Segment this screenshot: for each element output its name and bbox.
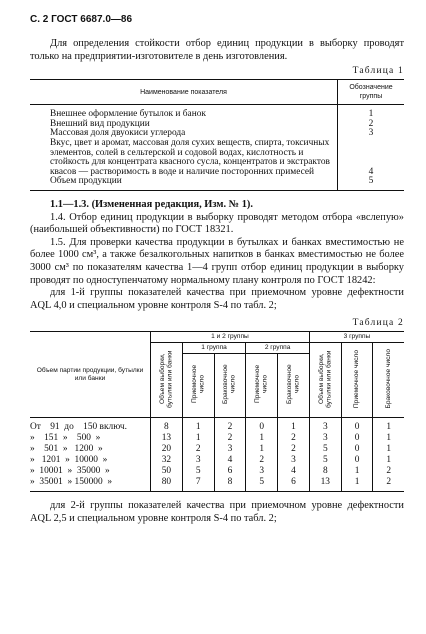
paragraph-group2: для 2-й группы показателей качества при приемочном уровне дефектности AQL 2,5 и специальном уровне контроля S-4 по табл. 2; xyxy=(30,500,404,524)
table2-cell-lot: » 10001 » 35000 » xyxy=(30,466,110,477)
table2-header-lot: Объем партии продукции, бутылки или банки xyxy=(30,332,151,418)
table2-cell: 1 xyxy=(373,418,404,434)
table1-caption: Таблица 1 xyxy=(352,66,404,77)
table2-cell: 2 xyxy=(214,418,246,434)
edit-note-text: 1.1—1.3. (Измененная редакция, Изм. № 1). xyxy=(50,198,253,210)
table2-cell: 8 xyxy=(151,418,183,434)
table2-cell: 0 xyxy=(341,433,373,444)
table-row xyxy=(30,177,404,190)
table-row xyxy=(30,418,404,434)
table2-cell: 1 xyxy=(373,455,404,466)
table1-header-name: Наименование показателя xyxy=(30,80,338,105)
table2-cell: 3 xyxy=(246,466,278,477)
table2-cell: 3 xyxy=(278,455,310,466)
table2-cell: 5 xyxy=(309,455,341,466)
table2-cell: 0 xyxy=(246,418,278,434)
table-row xyxy=(30,455,404,466)
table2-cell: 8 xyxy=(309,466,341,477)
table2-cell: 5 xyxy=(182,466,214,477)
paragraph-edit-note xyxy=(30,199,404,212)
table2-cell: 4 xyxy=(278,466,310,477)
table1 xyxy=(30,79,404,191)
table1-cell-group: 4 xyxy=(338,139,405,177)
table2-cell: 1 xyxy=(182,418,214,434)
table2-cell: 1 xyxy=(341,477,373,492)
table-row xyxy=(30,139,404,177)
table2-cell: 3 xyxy=(309,433,341,444)
paragraph-1-4: 1.4. Отбор единиц продукции в выборку проводят методом отбора «вслепую» (наибольшей объективности) по ГОСТ 18321. xyxy=(30,211,404,236)
table2-cell: 0 xyxy=(341,444,373,455)
table2-cell: 20 xyxy=(151,444,183,455)
table2-cell: 2 xyxy=(278,444,310,455)
table2-header-sample: Объем выборки, бутылки или банки xyxy=(151,343,183,418)
table2-cell: 3 xyxy=(309,418,341,434)
table2-caption: Таблица 2 xyxy=(352,318,404,329)
table2-cell-lot: » 35001 » 150000 » xyxy=(30,477,151,492)
table2-cell: 2 xyxy=(278,433,310,444)
table2-header-g2: 2 группа xyxy=(246,343,310,354)
table2-cell: 2 xyxy=(214,433,246,444)
table2-cell: 1 xyxy=(246,444,278,455)
table2-cell: 80 xyxy=(151,477,183,492)
table1-cell-name: Внешнее оформление бутылок и банок xyxy=(50,109,206,120)
table-row xyxy=(30,433,404,444)
table2-cell-lot: » 501 » 1200 » xyxy=(30,444,103,455)
table1-header-group: Обозначение группы xyxy=(338,80,405,105)
table2 xyxy=(30,331,404,492)
table2-header-reject3: Браковочное число xyxy=(373,343,404,418)
table-row xyxy=(30,105,404,120)
table2-cell: 7 xyxy=(182,477,214,492)
table2-cell: 2 xyxy=(373,477,404,492)
table1-cell-name: Внешний вид продукции xyxy=(50,118,150,129)
table1-cell-name: Объем продукции xyxy=(30,177,338,190)
table2-cell: 3 xyxy=(214,444,246,455)
table2-cell: 4 xyxy=(214,455,246,466)
table2-cell: 1 xyxy=(278,418,310,434)
table2-cell-lot: » 151 » 500 » xyxy=(30,433,101,444)
table2-cell-lot: От 91 до 150 включ. xyxy=(30,422,127,433)
paragraph-group1: для 1-й группы показателей качества при приемочном уровне дефектности AQL 4,0 и специальном уровне контроля S-4 по табл. 2; xyxy=(30,287,404,311)
table2-cell: 5 xyxy=(246,477,278,492)
paragraph-stability: Для определения стойкости отбор единиц продукции в выборку проводят только на предприятии-изготовителе в день изготовления. xyxy=(30,38,404,62)
table2-cell: 32 xyxy=(151,455,183,466)
table1-cell-name: Вкус, цвет и аромат, массовая доля сухих веществ, спирта, токсичных элементов, солей в сельтерской и содовой водах, кислотность и стойкость для концентрата квасного сусла, концентратов и экстрактов квасов — растворимость в воде и наличие посторонних примесей xyxy=(50,137,330,177)
table2-cell: 5 xyxy=(309,444,341,455)
table2-cell: 3 xyxy=(182,455,214,466)
table-row xyxy=(30,466,404,477)
table2-cell: 6 xyxy=(278,477,310,492)
table2-cell: 13 xyxy=(309,477,341,492)
table2-cell: 8 xyxy=(214,477,246,492)
table1-cell-name: Массовая доля двуокиси углерода xyxy=(50,128,186,139)
table2-cell: 13 xyxy=(151,433,183,444)
table2-header-reject2: Браковочное число xyxy=(278,354,310,418)
table2-header-groups12: 1 и 2 группы xyxy=(151,332,310,343)
table2-cell: 2 xyxy=(182,444,214,455)
table2-cell: 1 xyxy=(341,466,373,477)
page-header: С. 2 ГОСТ 6687.0—86 xyxy=(30,14,133,25)
table1-cell-group: 3 xyxy=(338,129,405,139)
table2-header-sample3: Объем выборки, бутылки или банки xyxy=(309,343,341,418)
table2-cell: 1 xyxy=(373,444,404,455)
table1-cell-group: 5 xyxy=(338,177,405,190)
table2-cell: 1 xyxy=(182,433,214,444)
table2-header-group3: 3 группы xyxy=(309,332,404,343)
table2-header-accept3: Приемочное число xyxy=(341,343,373,418)
table2-header-reject1: Браковочное число xyxy=(214,354,246,418)
table2-cell: 1 xyxy=(246,433,278,444)
table2-cell: 50 xyxy=(151,466,183,477)
table2-cell: 0 xyxy=(341,418,373,434)
table2-cell: 6 xyxy=(214,466,246,477)
table2-cell: 2 xyxy=(373,466,404,477)
table2-header-g1: 1 группа xyxy=(182,343,246,354)
table2-cell: 2 xyxy=(246,455,278,466)
table-row xyxy=(30,444,404,455)
paragraph-1-5: 1.5. Для проверки качества продукции в бутылках и банках вместимостью не более 1000 см³, а также безалкогольных напитков в банках вместимостью не более 3000 см³ по показателям качества 1—4 групп отбор единиц продукции в выборку проводят по одноступенчатому нормальному плану контроля по ГОСТ 18242: xyxy=(30,236,404,286)
table1-cell-group: 2 xyxy=(338,120,405,130)
table2-cell-lot: » 1201 » 10000 » xyxy=(30,455,108,466)
table-row xyxy=(30,477,404,492)
table1-cell-group: 1 xyxy=(338,105,405,120)
table2-header-accept1: Приемочное число xyxy=(182,354,214,418)
table2-cell: 0 xyxy=(341,455,373,466)
table2-header-accept2: Приемочное число xyxy=(246,354,278,418)
table2-cell: 1 xyxy=(373,433,404,444)
